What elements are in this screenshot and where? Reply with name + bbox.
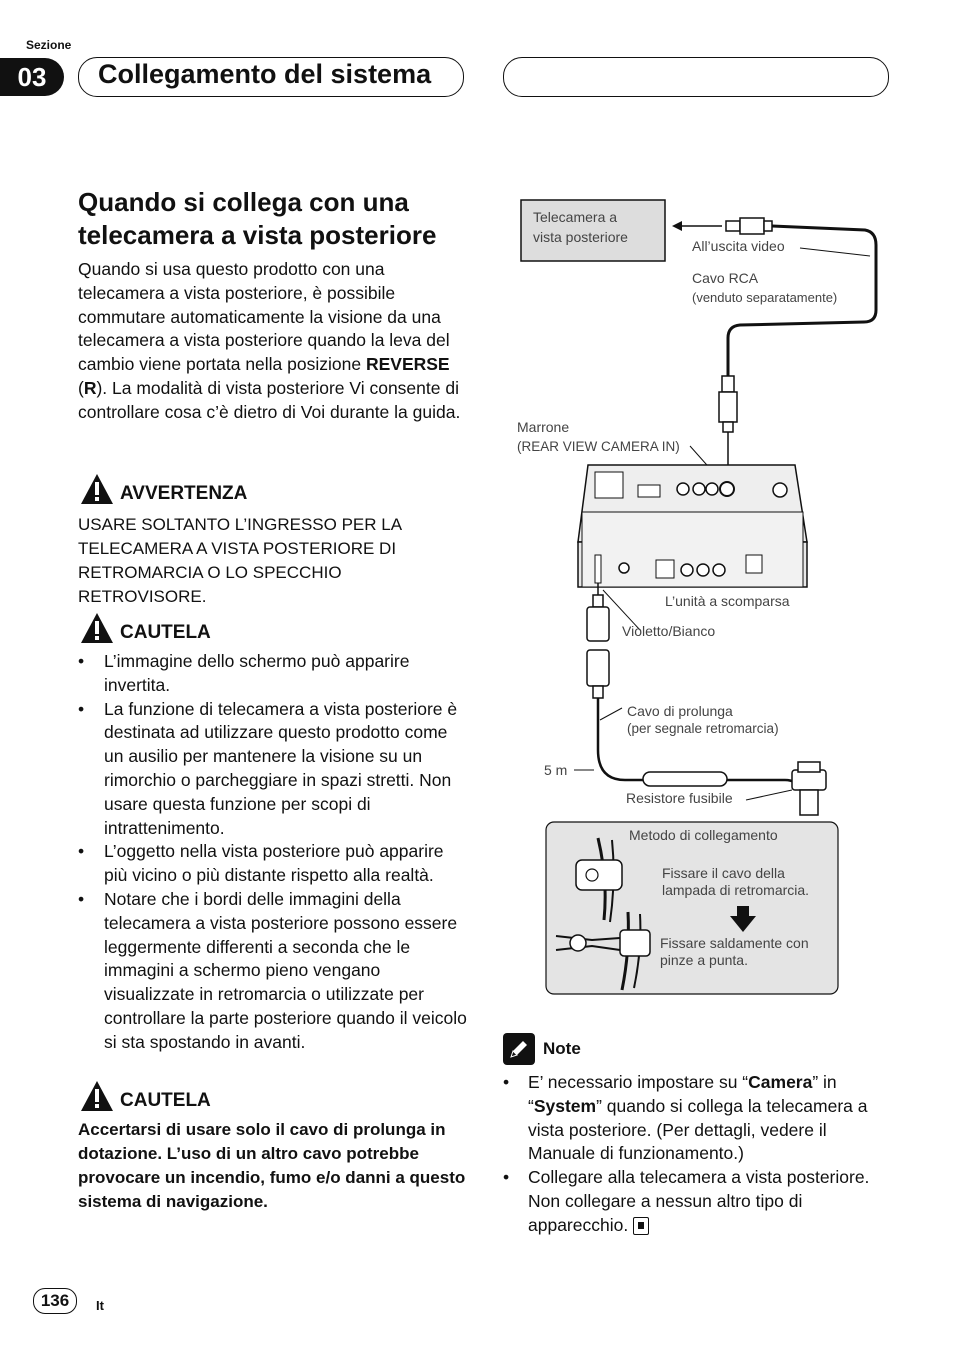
- camera-label-2: vista posteriore: [533, 229, 628, 245]
- step1-line1: Fissare il cavo della: [662, 865, 785, 881]
- caution2-heading: [80, 1080, 211, 1112]
- caution-icon: [80, 612, 114, 644]
- fuse-resistor: [643, 772, 727, 786]
- list-item: • Notare che i bordi delle immagini della telecamera a vista posteriore possono essere leggermente differenti a seconda che le immagini a schermo pieno vengano visualizzate in retromarcia o utilizzate per controllare la parte posteriore quando il veicolo si sta spostando in avanti.: [78, 888, 468, 1055]
- extension-label: Cavo di prolunga: [627, 703, 733, 719]
- arrow-head: [672, 221, 682, 231]
- page-title: Quando si collega con una telecamera a vista posteriore: [78, 187, 437, 250]
- rca-plug-body: [740, 218, 764, 234]
- pliers-illustration: [570, 935, 586, 951]
- rca-cable-label: Cavo RCA: [692, 270, 759, 286]
- language-code: It: [96, 1298, 104, 1313]
- step1-line2: lampada di retromarcia.: [662, 882, 810, 898]
- rca-plug-lower: [719, 392, 737, 422]
- intro-text-1: Quando si usa questo prodotto con una telecamera a vista posteriore, è possibile commutare automaticamente la visione da una telecamera a vista posteriore quando la leva del cambio viene portata nella posizione: [78, 259, 450, 375]
- video-out-label: All’uscita video: [692, 238, 785, 254]
- rca-plug-tip: [726, 221, 740, 231]
- note-list: [503, 1071, 893, 1238]
- hideaway-label: L’unità a scomparsa: [665, 593, 790, 609]
- section-number: 03: [0, 58, 64, 96]
- splice-clip: [792, 770, 826, 790]
- list-item: • E’ necessario impostare su “Camera” in “System” quando si collega la telecamera a vista posteriore. (Per dettagli, vedere il Manuale di funzionamento.): [503, 1071, 893, 1166]
- camera-label-1: Telecamera a: [533, 209, 618, 225]
- brown-sub-label: (REAR VIEW CAMERA IN): [517, 439, 680, 454]
- rear-camera-jack: [720, 482, 734, 496]
- section-label: Sezione: [26, 38, 72, 52]
- note-title: Note: [543, 1039, 581, 1058]
- intro-r: R: [83, 377, 97, 398]
- end-mark-icon: [633, 1217, 649, 1235]
- caution1-heading: [80, 612, 211, 644]
- warning-title: AVVERTENZA: [120, 483, 248, 504]
- method-label: Metodo di collegamento: [629, 827, 778, 843]
- violet-white-connector: [587, 607, 609, 641]
- extension-sub-label: (per segnale retromarcia): [627, 721, 779, 736]
- step2-line1: Fissare saldamente con: [660, 935, 809, 951]
- intro-paragraph: [78, 258, 464, 425]
- list-item: • Collegare alla telecamera a vista posteriore. Non collegare a nessun altro tipo di apparecchio.: [503, 1166, 893, 1237]
- header-right-frame: [503, 57, 889, 97]
- intro-reverse: REVERSE: [365, 354, 450, 375]
- rca-sold-label: (venduto separatamente): [692, 290, 838, 305]
- intro-paren: (: [78, 377, 84, 398]
- step1-clip-illustration: [576, 860, 622, 890]
- length-label: 5 m: [544, 762, 568, 778]
- step2-line2: pinze a punta.: [660, 952, 748, 968]
- violet-white-label: Violetto/Bianco: [622, 623, 716, 639]
- warning-text: USARE SOLTANTO L’INGRESSO PER LA TELECAMERA A VISTA POSTERIORE DI RETROMARCIA O LO SPECCHIO RETROVISORE.: [78, 515, 402, 606]
- list-item: • La funzione di telecamera a vista posteriore è destinata ad utilizzare questo prodotto come un ausilio per mantenere la visione su un rimorchio o parcheggiare in spazi stretti. Non usare questa funzione per scopi di intrattenimento.: [78, 698, 468, 841]
- brown-label: Marrone: [517, 419, 570, 435]
- caution2-title: CAUTELA: [120, 1090, 211, 1111]
- caution1-title: CAUTELA: [120, 622, 211, 643]
- extension-connector: [587, 650, 609, 686]
- caution1-list: [78, 650, 468, 1055]
- warning-heading: [80, 473, 247, 505]
- warning-icon: [80, 473, 114, 505]
- caution-icon: [80, 1080, 114, 1112]
- method-box: [546, 822, 838, 994]
- connection-diagram: [500, 190, 900, 1010]
- list-item: • L’immagine dello schermo può apparire invertita.: [78, 650, 468, 698]
- list-item: • L’oggetto nella vista posteriore può apparire più vicino o più distante rispetto alla realtà.: [78, 840, 468, 888]
- caution2-text: Accertarsi di usare solo il cavo di prolunga in dotazione. L’uso di un altro cavo potrebbe provocare un incendio, fumo e/o danni a questo sistema di navigazione.: [78, 1120, 466, 1211]
- fuse-label: Resistore fusibile: [626, 790, 733, 806]
- section-title: Collegamento del sistema: [98, 59, 432, 89]
- intro-text-2: ). La modalità di vista posteriore Vi consente di controllare cosa c’è dietro di Voi durante la guida.: [78, 377, 461, 422]
- note-heading: [503, 1033, 581, 1065]
- pencil-icon: [503, 1033, 535, 1065]
- page-number: 136: [33, 1288, 77, 1314]
